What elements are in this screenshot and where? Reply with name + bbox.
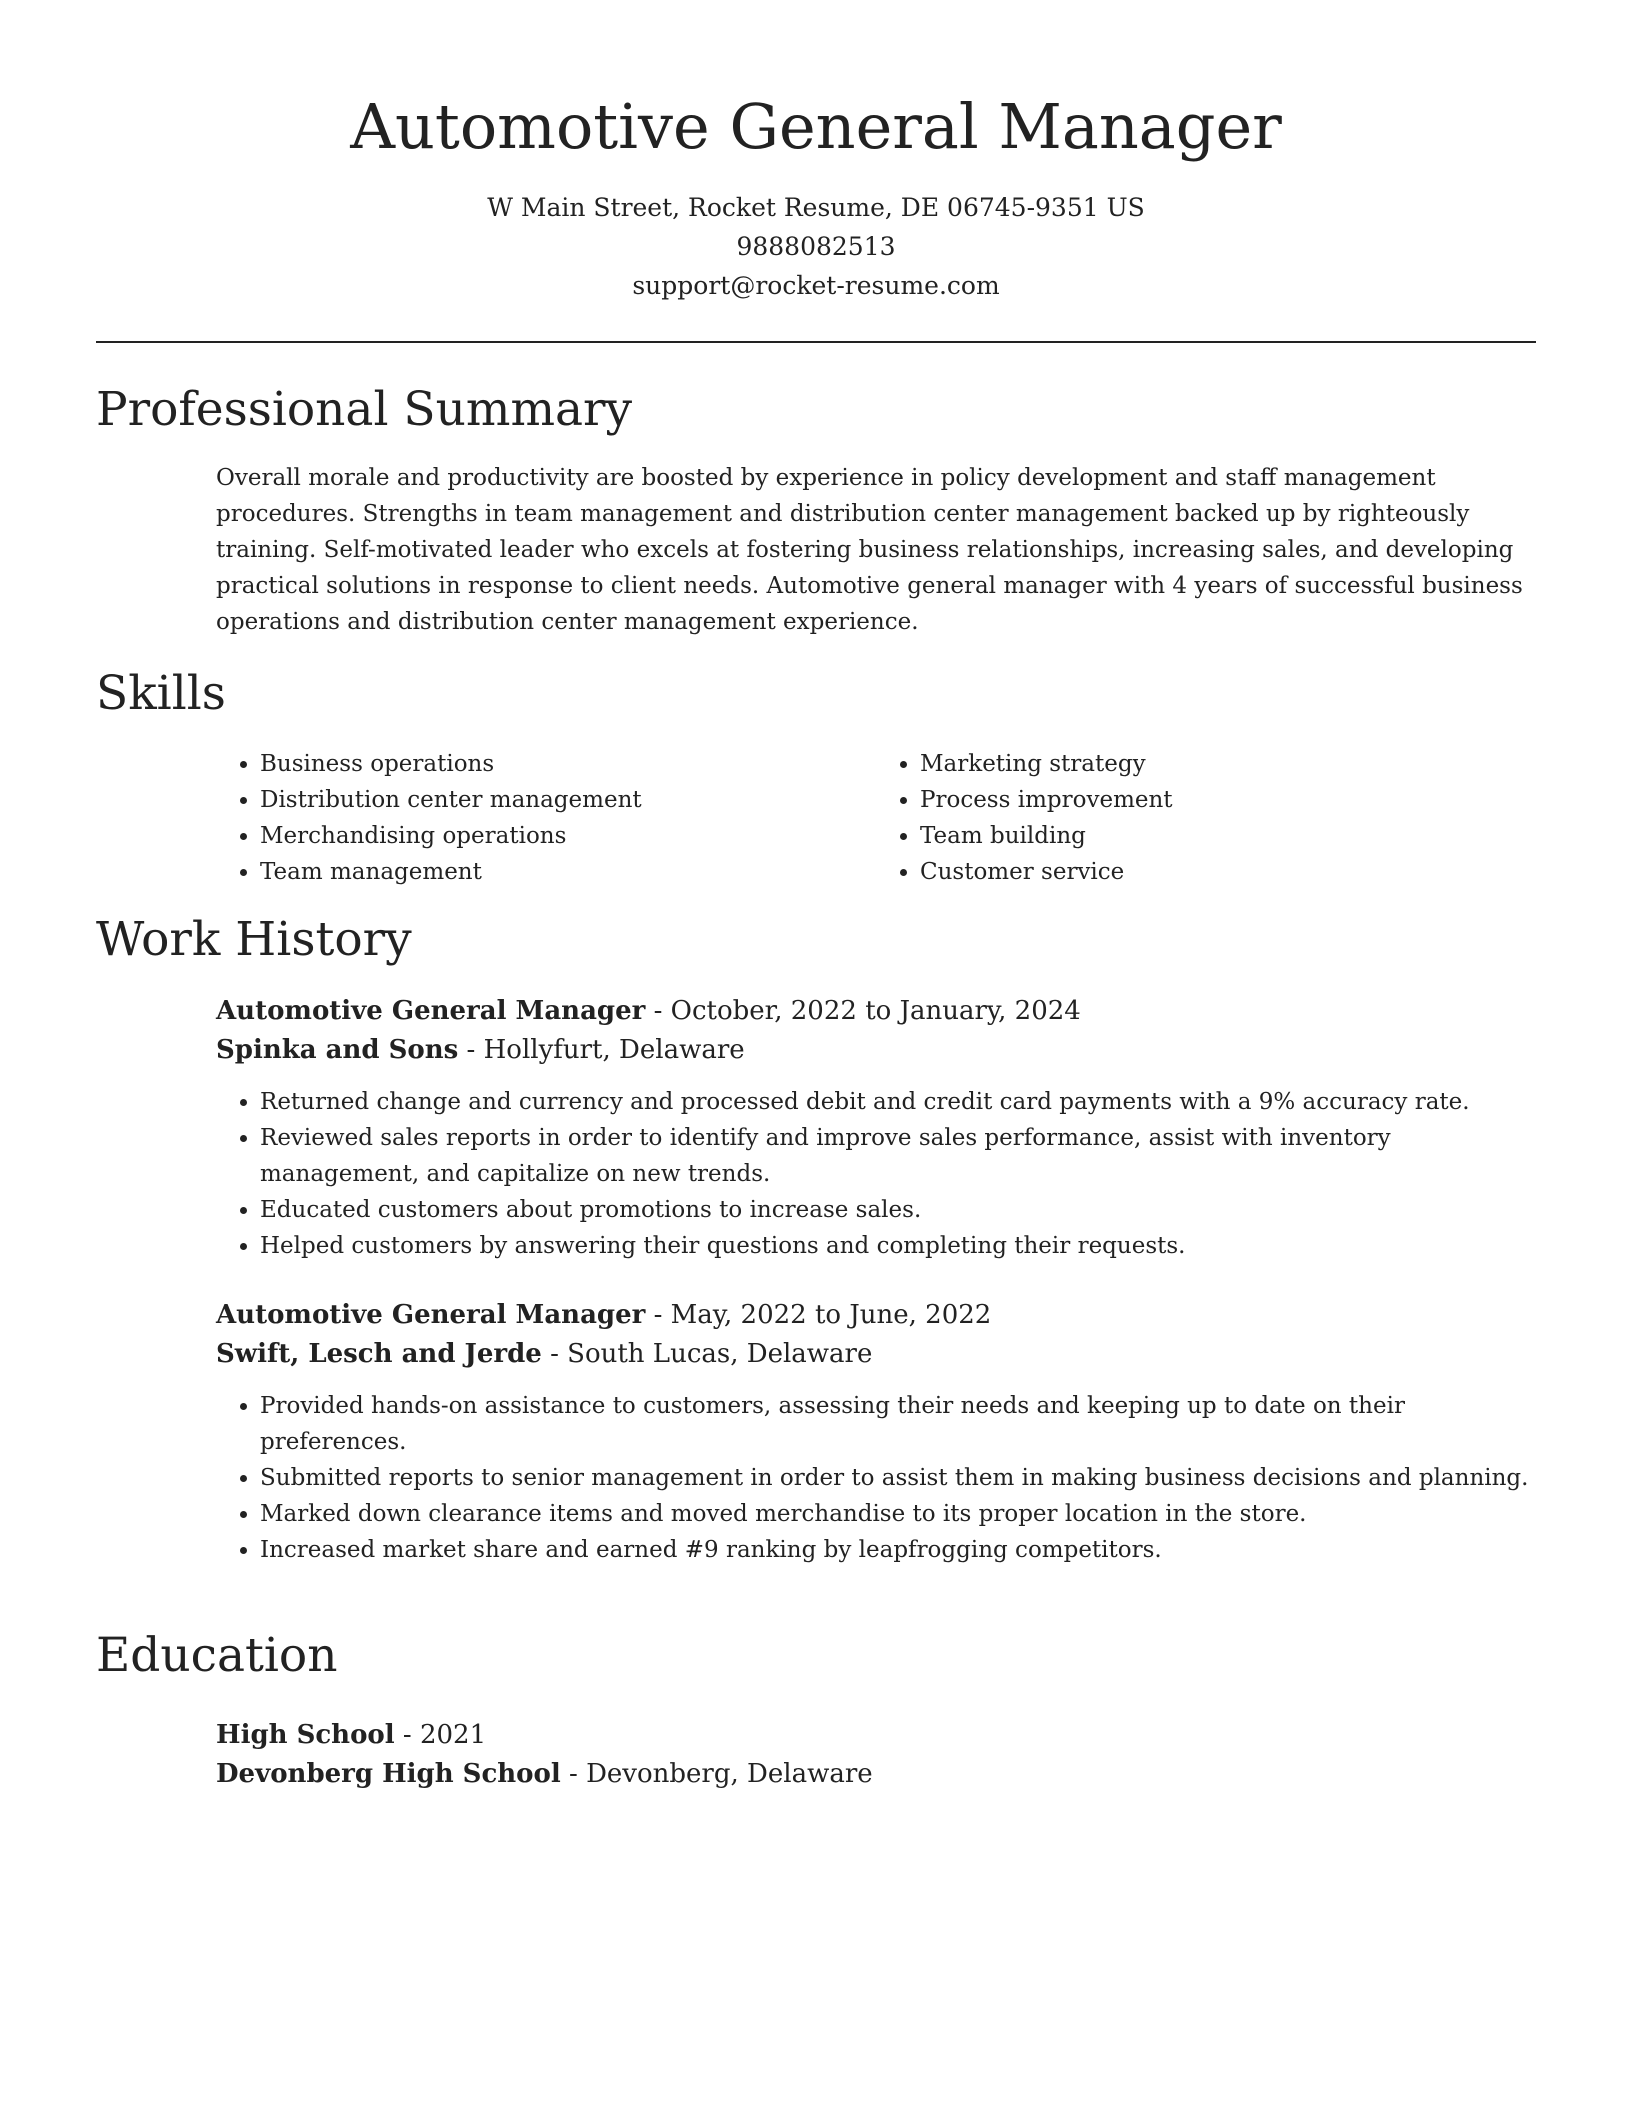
job-company-line [216,1031,1536,1070]
skills-heading: Skills [96,666,226,721]
skill-item: • Customer service [920,854,1536,890]
job-dates: - October, 2022 to January, 2024 [645,996,1081,1026]
job-company: Spinka and Sons [216,1035,459,1065]
header-divider [96,341,1536,343]
job-location: - Hollyfurt, Delaware [458,1035,745,1065]
work-history-heading: Work History [96,912,412,967]
education-year: - 2021 [394,1720,487,1750]
contact-email: support@rocket-resume.com [632,271,1000,300]
resume-header [0,82,1632,305]
skill-item: • Team management [260,854,876,890]
job-bullets [216,1388,1536,1568]
skill-item: • Merchandising operations [260,818,876,854]
summary-heading: Professional Summary [96,382,633,437]
education-heading: Education [96,1628,338,1683]
contact-phone: 9888082513 [736,232,896,261]
job-bullets [216,1084,1536,1264]
job-dates: - May, 2022 to June, 2022 [645,1300,992,1330]
job-bullet: • Marked down clearance items and moved merchandise to its proper location in the store. [260,1496,1536,1532]
skills-column-right [876,746,1536,890]
skill-item: • Marketing strategy [920,746,1536,782]
job-company-line [216,1335,1536,1374]
education-degree-line [216,1716,1536,1755]
candidate-name: Automotive General Manager [350,90,1282,163]
job-bullet: • Increased market share and earned #9 ranking by leapfrogging competitors. [260,1532,1536,1568]
job-company: Swift, Lesch and Jerde [216,1339,542,1369]
skills-column-left [216,746,876,890]
job-bullet: • Educated customers about promotions to increase sales. [260,1192,1536,1228]
job-role: Automotive General Manager [216,1300,646,1330]
job-entry [216,992,1536,1264]
job-bullet: • Provided hands-on assistance to customers, assessing their needs and keeping up to date on their preferences. [260,1388,1536,1460]
education-school-line [216,1755,1536,1794]
skill-item: • Team building [920,818,1536,854]
job-bullet: • Submitted reports to senior management in order to assist them in making business decisions and planning. [260,1460,1536,1496]
job-bullet: • Returned change and currency and processed debit and credit card payments with a 9% accuracy rate. [260,1084,1536,1120]
skill-item: • Distribution center management [260,782,876,818]
skill-item: • Process improvement [920,782,1536,818]
job-bullet: • Helped customers by answering their questions and completing their requests. [260,1228,1536,1264]
contact-address: W Main Street, Rocket Resume, DE 06745-9351 US [487,193,1145,222]
skills-list [216,746,1536,890]
education-degree: High School [216,1720,395,1750]
education-school: Devonberg High School [216,1759,561,1789]
education-entry [216,1716,1536,1794]
education-location: - Devonberg, Delaware [560,1759,873,1789]
job-bullet: • Reviewed sales reports in order to identify and improve sales performance, assist with inventory management, and capitalize on new trends. [260,1120,1536,1192]
job-entry [216,1296,1536,1568]
summary-text: Overall morale and productivity are boosted by experience in policy development and staff management procedures. Strengths in team management and distribution center management backed up by righteously training. Self-motivated leader who excels at fostering business relationships, increasing sales, and developing practical solutions in response to client needs. Automotive general manager with 4 years of successful business operations and distribution center management experience. [216,465,1523,635]
job-location: - South Lucas, Delaware [541,1339,873,1369]
skill-item: • Business operations [260,746,876,782]
job-role: Automotive General Manager [216,996,646,1026]
job-title-line [216,992,1536,1031]
job-title-line [216,1296,1536,1335]
